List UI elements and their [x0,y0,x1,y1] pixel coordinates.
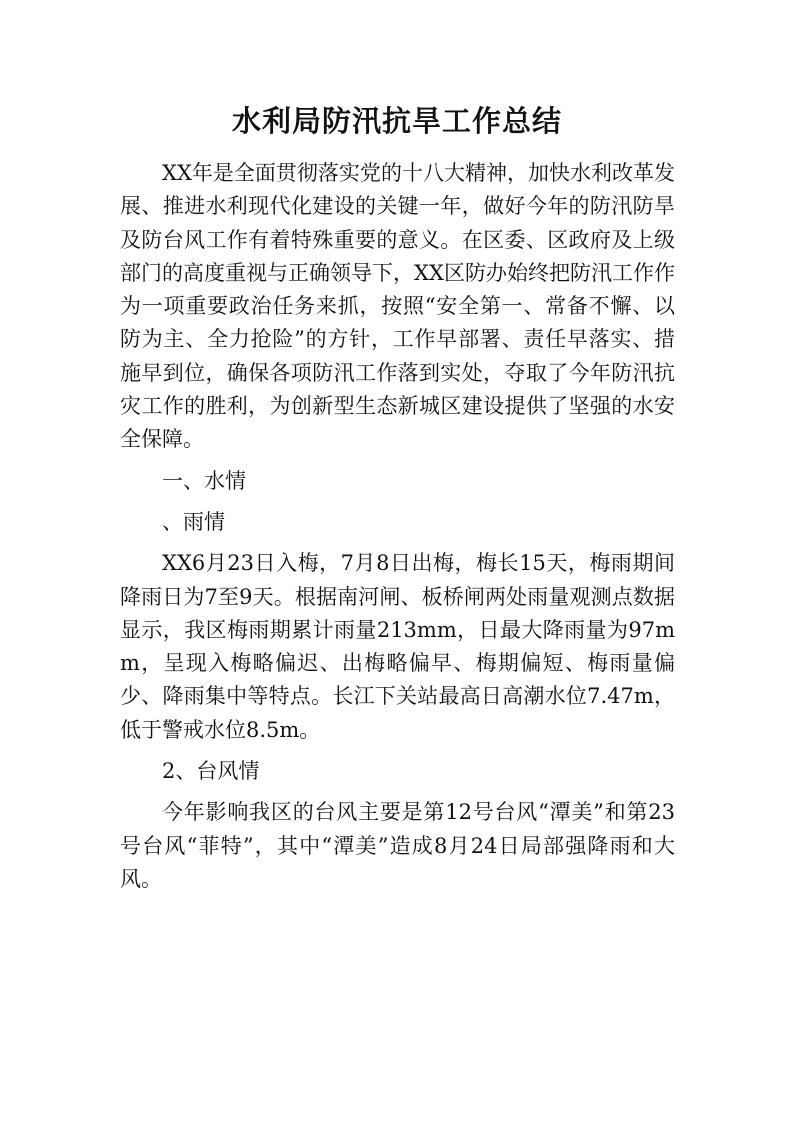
subsection-heading-typhoon: 2、台风情 [162,759,260,784]
intro-paragraph: XX年是全面贯彻落实党的十八大精神，加快水利改革发展、推进水利现代化建设的关键一年，做好今年的防汛防旱及防台风工作有着特殊重要的意义。在区委、区政府及上级部门的高度重视与正确领导下，XX区防办始终把防汛工作作为一项重要政治任务来抓，按照“安全第一、常备不懈、以防为主、全力抢险”的方针，工作早部署、责任早落实、措施早到位，确保各项防汛工作落到实处，夺取了今年防汛抗灾工作的胜利，为创新型生态新城区建设提供了坚强的水安全保障。 [120,161,675,452]
subsection-heading-rain: 、雨情 [162,509,225,534]
document-body [120,157,675,896]
typhoon-paragraph: 今年影响我区的台风主要是第12号台风“潭美”和第23号台风“菲特”，其中“潭美”造成8月24日局部强降雨和大风。 [120,800,675,891]
document-title: 水利局防汛抗旱工作总结 [231,104,562,138]
section-heading-water: 一、水情 [162,468,246,493]
rain-paragraph: XX6月23日入梅，7月8日出梅，梅长15天，梅雨期间降雨日为7至9天。根据南河闸、板桥闸两处雨量观测点数据显示，我区梅雨期累计雨量213mm，日最大降雨量为97mm，呈现入梅略偏迟、出梅略偏早、梅期偏短、梅雨量偏少、降雨集中等特点。长江下关站最高日高潮水位7.47m，低于警戒水位8.5m。 [120,551,675,742]
